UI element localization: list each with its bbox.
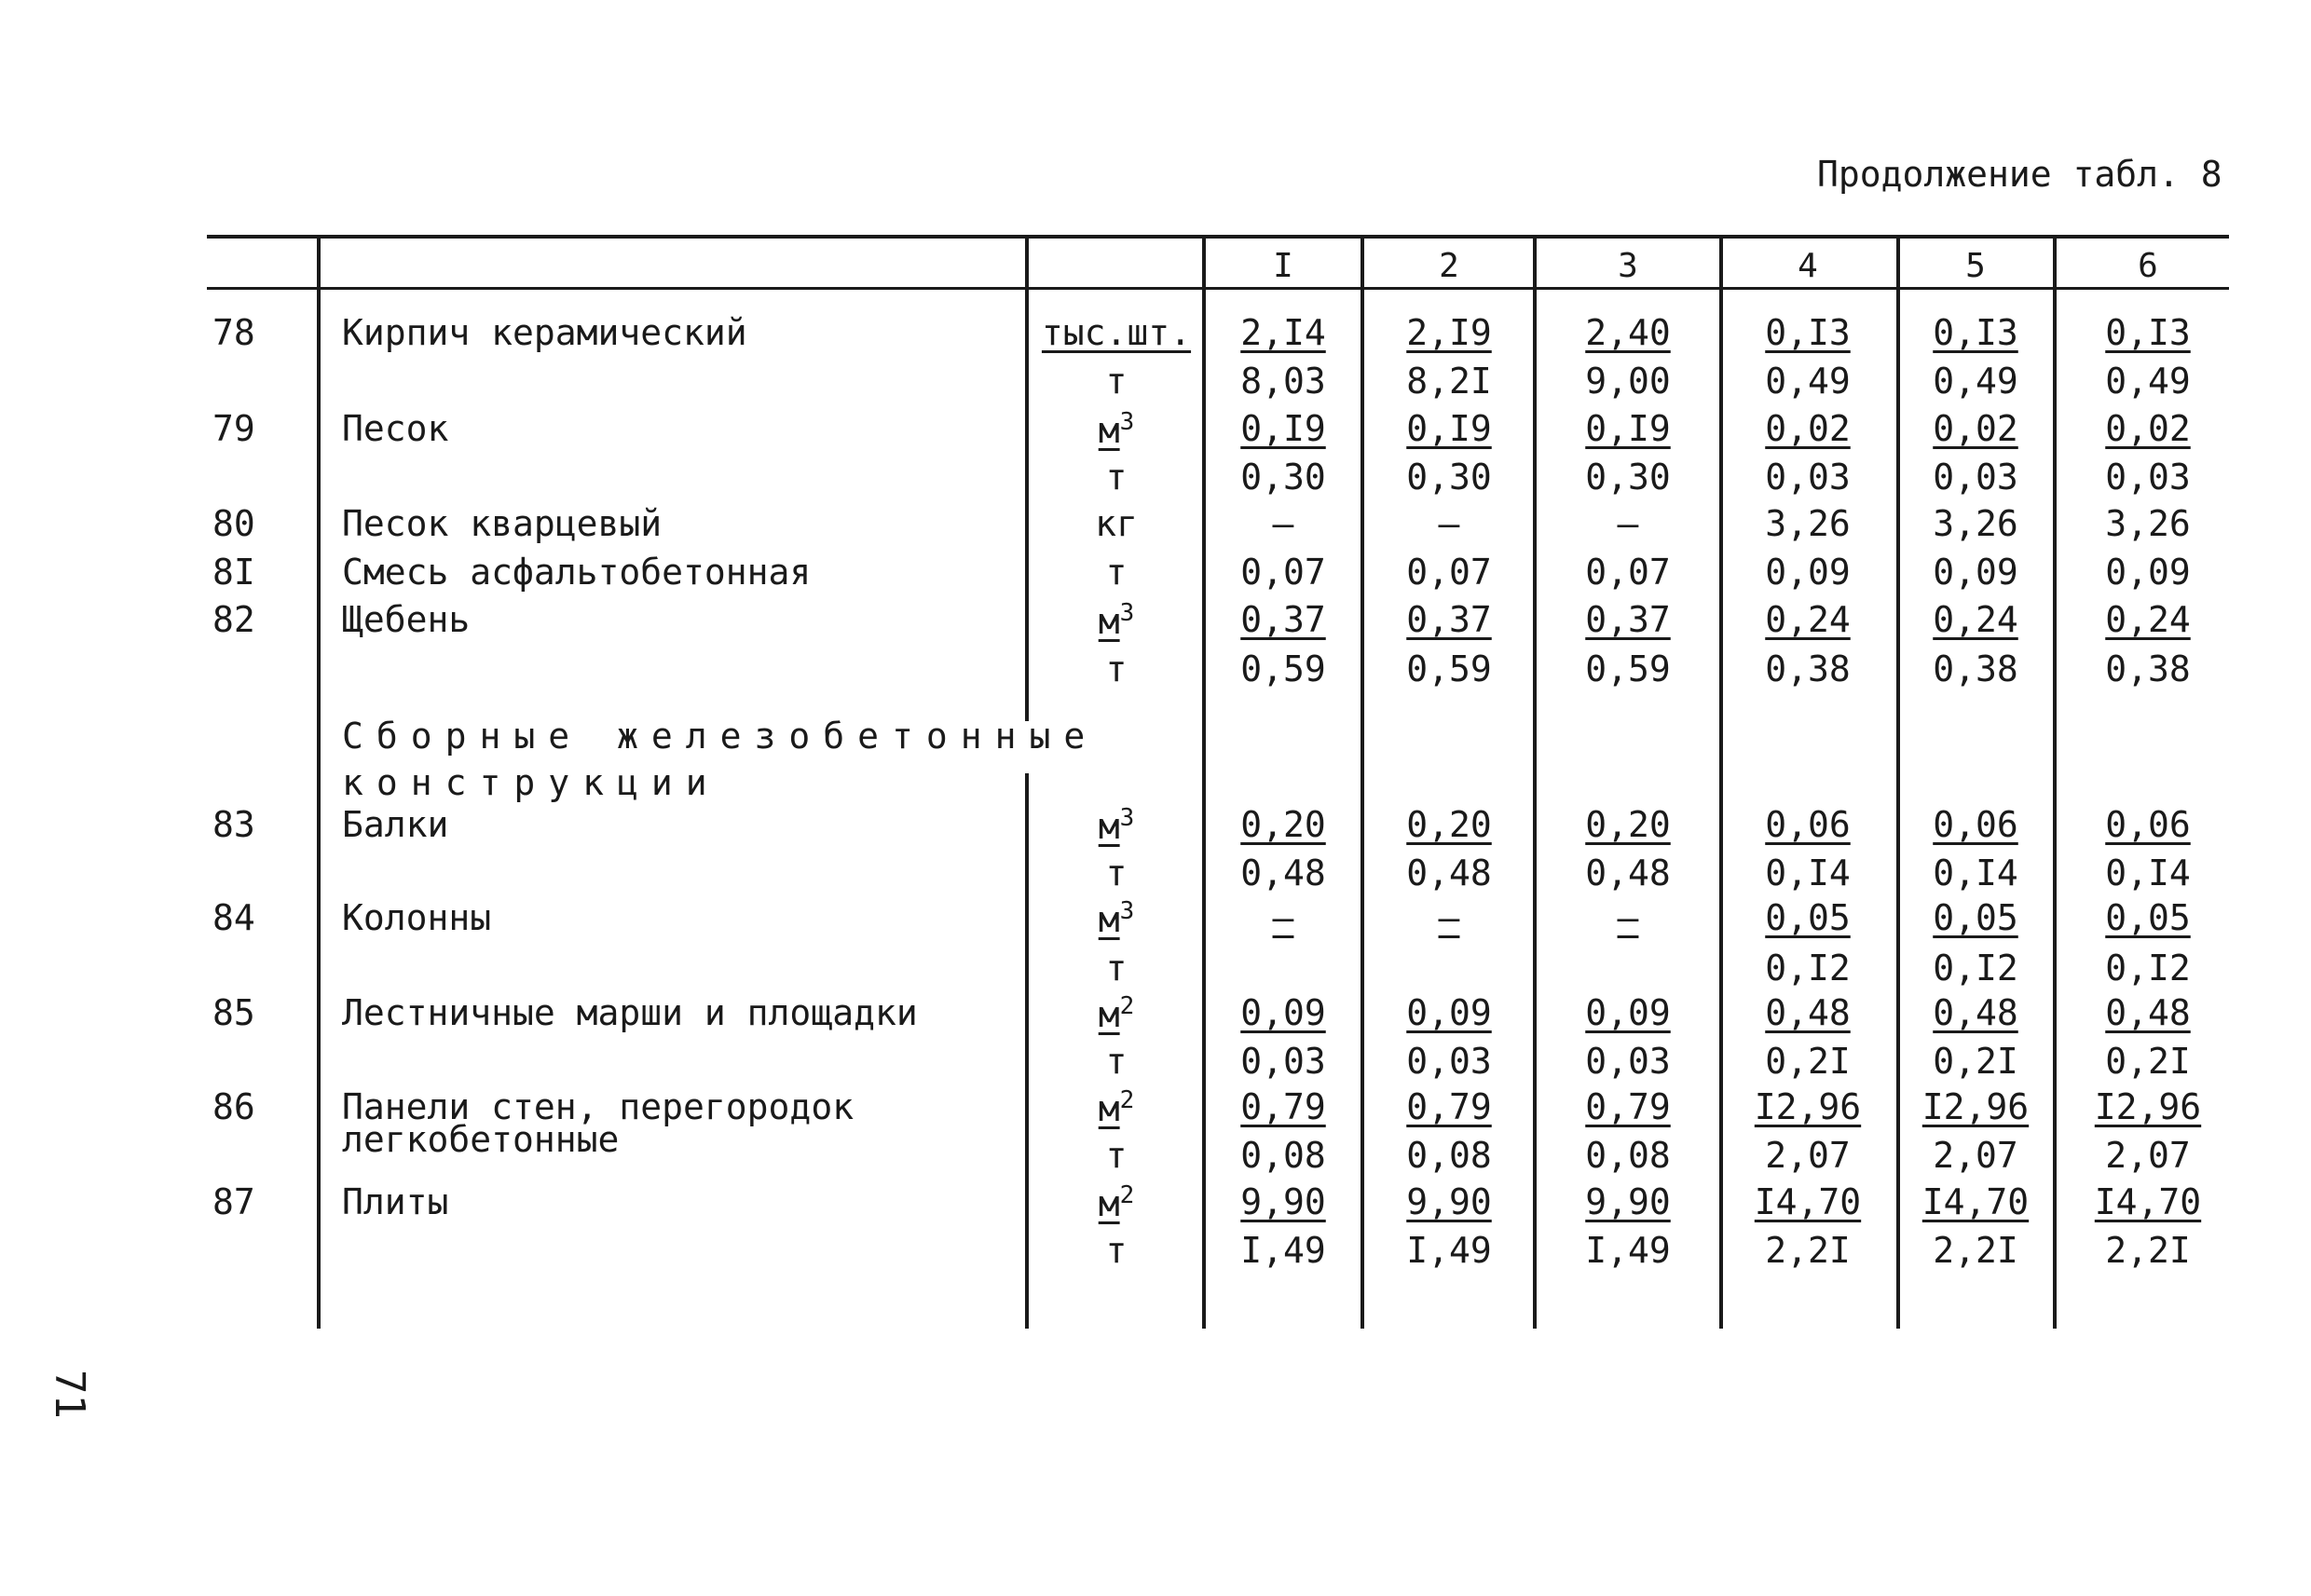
table-cell [1729, 1086, 1887, 1127]
cell-value: 0,48 [1933, 992, 2018, 1033]
unit-text: м [1098, 1183, 1120, 1224]
cell-value: I2,96 [1921, 1086, 2030, 1127]
table-cell [1549, 457, 1707, 498]
cell-value: 2,I9 [1406, 312, 1492, 353]
table-cell [1896, 948, 2055, 989]
table-cell [1729, 648, 1887, 689]
cell-value: I,49 [1585, 1230, 1671, 1271]
cell-value: 0,59 [1585, 648, 1671, 689]
table-cell [1729, 503, 1887, 544]
cell-value: 0,I4 [1765, 853, 1851, 893]
cell-value: 0,08 [1406, 1135, 1492, 1176]
table-cell [1204, 853, 1362, 893]
material-name-continued: легкобетонные [342, 1119, 620, 1160]
table-cell [1549, 804, 1707, 845]
cell-value: – [1617, 503, 1639, 544]
column-header: 5 [1965, 247, 1986, 285]
cell-value: 2,2I [1933, 1230, 2018, 1271]
table-cell [1204, 1230, 1362, 1271]
column-header: 2 [1439, 247, 1459, 285]
column-header: 4 [1798, 247, 1818, 285]
material-name: Плиты [342, 1181, 449, 1222]
table-cell [1729, 1181, 1887, 1222]
table-cell [1549, 853, 1707, 893]
unit-text: т [1105, 853, 1128, 893]
cell-value: 0,20 [1406, 804, 1492, 845]
unit-text: тыс.шт. [1041, 312, 1192, 353]
table-cell [1370, 361, 1528, 402]
unit-label [1032, 312, 1200, 353]
table-cell [2069, 312, 2227, 353]
cell-value: 0,37 [1406, 599, 1492, 640]
cell-value: 0,I4 [1933, 853, 2018, 893]
material-name: Панели стен, перегородок [342, 1086, 855, 1127]
unit-text: м [1098, 410, 1120, 451]
unit-exponent: 3 [1119, 804, 1135, 832]
cell-value: 0,49 [1765, 361, 1851, 402]
cell-value: 9,00 [1585, 361, 1671, 402]
table-cell [1370, 1135, 1528, 1176]
table-cell [1729, 408, 1887, 449]
table-cell [1549, 312, 1707, 353]
table-cell [1729, 1041, 1887, 1082]
cell-value: 0,03 [1240, 1041, 1326, 1082]
unit-text: м [1098, 806, 1120, 847]
cell-value: 0,03 [1765, 457, 1851, 498]
unit-label [1032, 853, 1200, 893]
table-cell [1896, 408, 2055, 449]
table-cell [1549, 1181, 1707, 1222]
table-cell [1204, 408, 1362, 449]
cell-value: 2,2I [2105, 1230, 2191, 1271]
cell-value: 8,2I [1406, 361, 1492, 402]
table-cell [1370, 408, 1528, 449]
cell-value: 0,06 [2105, 804, 2191, 845]
cell-value: 0,I9 [1406, 408, 1492, 449]
table-cell [1204, 1041, 1362, 1082]
cell-value: 0,07 [1585, 552, 1671, 593]
row-number: 78 [212, 312, 255, 353]
cell-value: 0,07 [1406, 552, 1492, 593]
unit-exponent: 3 [1119, 897, 1135, 925]
table-cell [2069, 361, 2227, 402]
table-cell [1896, 503, 2055, 544]
header-bottom-rule [207, 287, 2229, 290]
table-cell [1729, 1230, 1887, 1271]
cell-value: 0,2I [1933, 1041, 2018, 1082]
cell-value: 8,03 [1240, 361, 1326, 402]
cell-value: 2,I4 [1240, 312, 1326, 353]
table-cell [1204, 1181, 1362, 1222]
row-number: 83 [212, 804, 255, 845]
table-cell [2069, 897, 2227, 938]
table-cell [1549, 897, 1707, 938]
table-cell [1896, 361, 2055, 402]
material-name: Песок кварцевый [342, 503, 663, 544]
table-cell [1204, 552, 1362, 593]
cell-value: 0,24 [1933, 599, 2018, 640]
row-number: 82 [212, 599, 255, 640]
cell-value: 0,06 [1765, 804, 1851, 845]
cell-value: 2,07 [1765, 1135, 1851, 1176]
cell-value: 0,48 [1240, 853, 1326, 893]
table-cell [1370, 897, 1528, 938]
cell-value: 0,24 [2105, 599, 2191, 640]
table-cell [1549, 1086, 1707, 1127]
table-cell [1204, 312, 1362, 353]
table-cell [2069, 992, 2227, 1033]
cell-value: 0,30 [1240, 457, 1326, 498]
cell-value: 0,20 [1585, 804, 1671, 845]
table-cell [1370, 552, 1528, 593]
unit-label [1032, 457, 1200, 498]
cell-value: 0,48 [1406, 853, 1492, 893]
cell-value: 0,09 [2105, 552, 2191, 593]
cell-value: – [1617, 897, 1639, 938]
table-cell [1729, 853, 1887, 893]
table-cell [1896, 804, 2055, 845]
cell-value: 0,38 [2105, 648, 2191, 689]
table-cell [2069, 648, 2227, 689]
table-cell [1729, 992, 1887, 1033]
row-number: 84 [212, 897, 255, 938]
cell-value: 0,59 [1240, 648, 1326, 689]
unit-label [1032, 948, 1200, 989]
table-cell [1896, 312, 2055, 353]
cell-value: 9,90 [1585, 1181, 1671, 1222]
table-cell [1204, 361, 1362, 402]
cell-value: 2,07 [1933, 1135, 2018, 1176]
unit-label [1032, 648, 1200, 689]
table-cell [1370, 1086, 1528, 1127]
unit-text: т [1105, 1230, 1128, 1271]
column-divider [1025, 773, 1029, 1329]
table-cell [1549, 361, 1707, 402]
cell-value: 0,20 [1240, 804, 1326, 845]
table-cell [2069, 599, 2227, 640]
table-cell [1896, 897, 2055, 938]
cell-value: 0,05 [1765, 897, 1851, 938]
table-cell [1896, 552, 2055, 593]
table-cell [1729, 552, 1887, 593]
cell-value: 0,I4 [2105, 853, 2191, 893]
table-cell [2069, 503, 2227, 544]
table-cell [1549, 552, 1707, 593]
table-cell [2069, 552, 2227, 593]
cell-value: 0,02 [1765, 408, 1851, 449]
cell-value: I4,70 [2094, 1181, 2202, 1222]
unit-text: м [1098, 994, 1120, 1035]
unit-exponent: 2 [1119, 992, 1135, 1020]
cell-value: 0,03 [2105, 457, 2191, 498]
table-cell [1896, 992, 2055, 1033]
table-continuation-caption: Продолжение табл. 8 [1817, 154, 2222, 195]
table-cell [1896, 1181, 2055, 1222]
cell-value: 0,I3 [1933, 312, 2018, 353]
column-header: 3 [1618, 247, 1638, 285]
row-number: 80 [212, 503, 255, 544]
table-cell [1204, 457, 1362, 498]
cell-value: – [1438, 897, 1460, 938]
table-cell [1370, 1230, 1528, 1271]
table-cell [1896, 1135, 2055, 1176]
cell-value: 3,26 [1933, 503, 2018, 544]
cell-value: 0,02 [1933, 408, 2018, 449]
cell-value: 0,07 [1240, 552, 1326, 593]
unit-label [1032, 408, 1200, 451]
cell-value: I,49 [1406, 1230, 1492, 1271]
unit-exponent: 3 [1119, 408, 1135, 436]
cell-value: 0,05 [2105, 897, 2191, 938]
unit-label [1032, 992, 1200, 1035]
column-divider [1719, 237, 1723, 1329]
unit-text: т [1105, 457, 1128, 498]
row-number: 85 [212, 992, 255, 1033]
unit-text: т [1105, 648, 1128, 689]
cell-value: 0,06 [1933, 804, 2018, 845]
cell-value: 0,59 [1406, 648, 1492, 689]
table-cell [2069, 408, 2227, 449]
cell-value: 3,26 [1765, 503, 1851, 544]
table-cell [1204, 648, 1362, 689]
table-cell [2069, 1086, 2227, 1127]
cell-value: I2,96 [2094, 1086, 2202, 1127]
column-divider [1025, 237, 1029, 721]
unit-text: кг [1095, 503, 1138, 544]
table-cell [1549, 1230, 1707, 1271]
cell-value: 0,79 [1406, 1086, 1492, 1127]
cell-value: 0,2I [2105, 1041, 2191, 1082]
section-title: Сборные железобетонные конструкции [342, 716, 1099, 803]
row-number: 79 [212, 408, 255, 449]
unit-label [1032, 361, 1200, 402]
cell-value: 0,48 [1585, 853, 1671, 893]
cell-value: 0,79 [1585, 1086, 1671, 1127]
page-number: 71 [46, 1370, 93, 1419]
cell-value: 0,09 [1765, 552, 1851, 593]
table-cell [1370, 992, 1528, 1033]
cell-value: 0,08 [1240, 1135, 1326, 1176]
cell-value: – [1438, 503, 1460, 544]
unit-text: м [1098, 899, 1120, 940]
unit-label [1032, 1135, 1200, 1176]
cell-value: 0,03 [1585, 1041, 1671, 1082]
table-cell [1204, 992, 1362, 1033]
cell-value: 0,I3 [2105, 312, 2191, 353]
cell-value: 0,37 [1240, 599, 1326, 640]
cell-value: 0,38 [1765, 648, 1851, 689]
table-cell [1896, 599, 2055, 640]
table-cell [1370, 1181, 1528, 1222]
cell-value: 0,09 [1406, 992, 1492, 1033]
cell-value: I,49 [1240, 1230, 1326, 1271]
cell-value: – [1272, 503, 1294, 544]
cell-value: 0,37 [1585, 599, 1671, 640]
material-name: Колонны [342, 897, 492, 938]
table-cell [1729, 361, 1887, 402]
unit-text: м [1098, 601, 1120, 642]
table-cell [1370, 648, 1528, 689]
row-number: 86 [212, 1086, 255, 1127]
cell-value: 0,49 [2105, 361, 2191, 402]
cell-value: 0,03 [1406, 1041, 1492, 1082]
cell-value: I2,96 [1754, 1086, 1862, 1127]
cell-value: 9,90 [1240, 1181, 1326, 1222]
table-cell [2069, 804, 2227, 845]
unit-text: м [1098, 1088, 1120, 1129]
table-cell [2069, 1230, 2227, 1271]
cell-value: 0,30 [1585, 457, 1671, 498]
row-number: 8I [212, 552, 255, 593]
table-cell [1896, 1230, 2055, 1271]
material-name: Балки [342, 804, 449, 845]
table-cell [1896, 1041, 2055, 1082]
table-cell [1729, 804, 1887, 845]
cell-value: 0,30 [1406, 457, 1492, 498]
cell-value: 0,I2 [2105, 948, 2191, 989]
cell-value: 2,40 [1585, 312, 1671, 353]
table-cell [1549, 648, 1707, 689]
material-name: Щебень [342, 599, 471, 640]
cell-value: I4,70 [1921, 1181, 2030, 1222]
material-name: Лестничные марши и площадки [342, 992, 918, 1033]
unit-exponent: 2 [1119, 1181, 1135, 1209]
table-cell [1549, 1135, 1707, 1176]
cell-value: 0,03 [1933, 457, 2018, 498]
unit-label [1032, 552, 1200, 593]
cell-value: 0,79 [1240, 1086, 1326, 1127]
unit-label [1032, 503, 1200, 544]
unit-text: т [1105, 948, 1128, 989]
table-cell [2069, 1135, 2227, 1176]
table-cell [1729, 1135, 1887, 1176]
table-cell [2069, 948, 2227, 989]
cell-value: 0,2I [1765, 1041, 1851, 1082]
unit-label [1032, 804, 1200, 847]
table-cell [1204, 897, 1362, 938]
cell-value: 0,09 [1933, 552, 2018, 593]
table-cell [1729, 948, 1887, 989]
cell-value: 3,26 [2105, 503, 2191, 544]
column-header: I [1273, 247, 1293, 285]
table-cell [2069, 1181, 2227, 1222]
table-cell [1729, 897, 1887, 938]
unit-label [1032, 1230, 1200, 1271]
row-number: 87 [212, 1181, 255, 1222]
cell-value: 0,I2 [1933, 948, 2018, 989]
table-cell [1549, 503, 1707, 544]
unit-label [1032, 599, 1200, 642]
unit-label [1032, 1181, 1200, 1224]
cell-value: 0,02 [2105, 408, 2191, 449]
table-cell [1896, 853, 2055, 893]
table-cell [2069, 853, 2227, 893]
cell-value: 0,24 [1765, 599, 1851, 640]
cell-value: 0,49 [1933, 361, 2018, 402]
table-cell [1729, 599, 1887, 640]
table-cell [1896, 1086, 2055, 1127]
unit-exponent: 3 [1119, 599, 1135, 627]
unit-text: т [1105, 1041, 1128, 1082]
table-cell [1204, 804, 1362, 845]
cell-value: 0,I9 [1240, 408, 1326, 449]
table-cell [1896, 457, 2055, 498]
table-top-rule [207, 235, 2229, 239]
table-cell [1204, 1135, 1362, 1176]
material-name: Песок [342, 408, 449, 449]
material-name: Смесь асфальтобетонная [342, 552, 812, 593]
table-cell [1729, 457, 1887, 498]
unit-label [1032, 1086, 1200, 1129]
column-divider [1533, 237, 1537, 1329]
cell-value: 0,I2 [1765, 948, 1851, 989]
table-cell [1549, 599, 1707, 640]
unit-label [1032, 1041, 1200, 1082]
cell-value: 2,07 [2105, 1135, 2191, 1176]
unit-exponent: 2 [1119, 1086, 1135, 1114]
table-cell [1204, 503, 1362, 544]
cell-value: 0,08 [1585, 1135, 1671, 1176]
cell-value: 2,2I [1765, 1230, 1851, 1271]
cell-value: 0,09 [1240, 992, 1326, 1033]
table-cell [1549, 408, 1707, 449]
column-divider [317, 237, 321, 1329]
cell-value: I4,70 [1754, 1181, 1862, 1222]
table-cell [1204, 599, 1362, 640]
table-cell [1549, 992, 1707, 1033]
unit-text: т [1105, 552, 1128, 593]
table-cell [2069, 457, 2227, 498]
cell-value: 0,38 [1933, 648, 2018, 689]
cell-value: 0,I3 [1765, 312, 1851, 353]
table-cell [1370, 457, 1528, 498]
table-cell [1370, 1041, 1528, 1082]
material-name: Кирпич керамический [342, 312, 747, 353]
table-cell [1896, 648, 2055, 689]
table-cell [1204, 1086, 1362, 1127]
column-header: 6 [2138, 247, 2158, 285]
cell-value: – [1272, 897, 1294, 938]
unit-label [1032, 897, 1200, 940]
cell-value: 0,05 [1933, 897, 2018, 938]
table-cell [1729, 312, 1887, 353]
table-cell [1549, 1041, 1707, 1082]
cell-value: 0,09 [1585, 992, 1671, 1033]
table-cell [1370, 853, 1528, 893]
cell-value: 0,48 [2105, 992, 2191, 1033]
table-cell [1370, 503, 1528, 544]
cell-value: 0,48 [1765, 992, 1851, 1033]
table-cell [1370, 312, 1528, 353]
cell-value: 0,I9 [1585, 408, 1671, 449]
table-cell [2069, 1041, 2227, 1082]
cell-value: 9,90 [1406, 1181, 1492, 1222]
unit-text: т [1105, 1135, 1128, 1176]
table-cell [1370, 804, 1528, 845]
table-cell [1370, 599, 1528, 640]
unit-text: т [1105, 361, 1128, 402]
